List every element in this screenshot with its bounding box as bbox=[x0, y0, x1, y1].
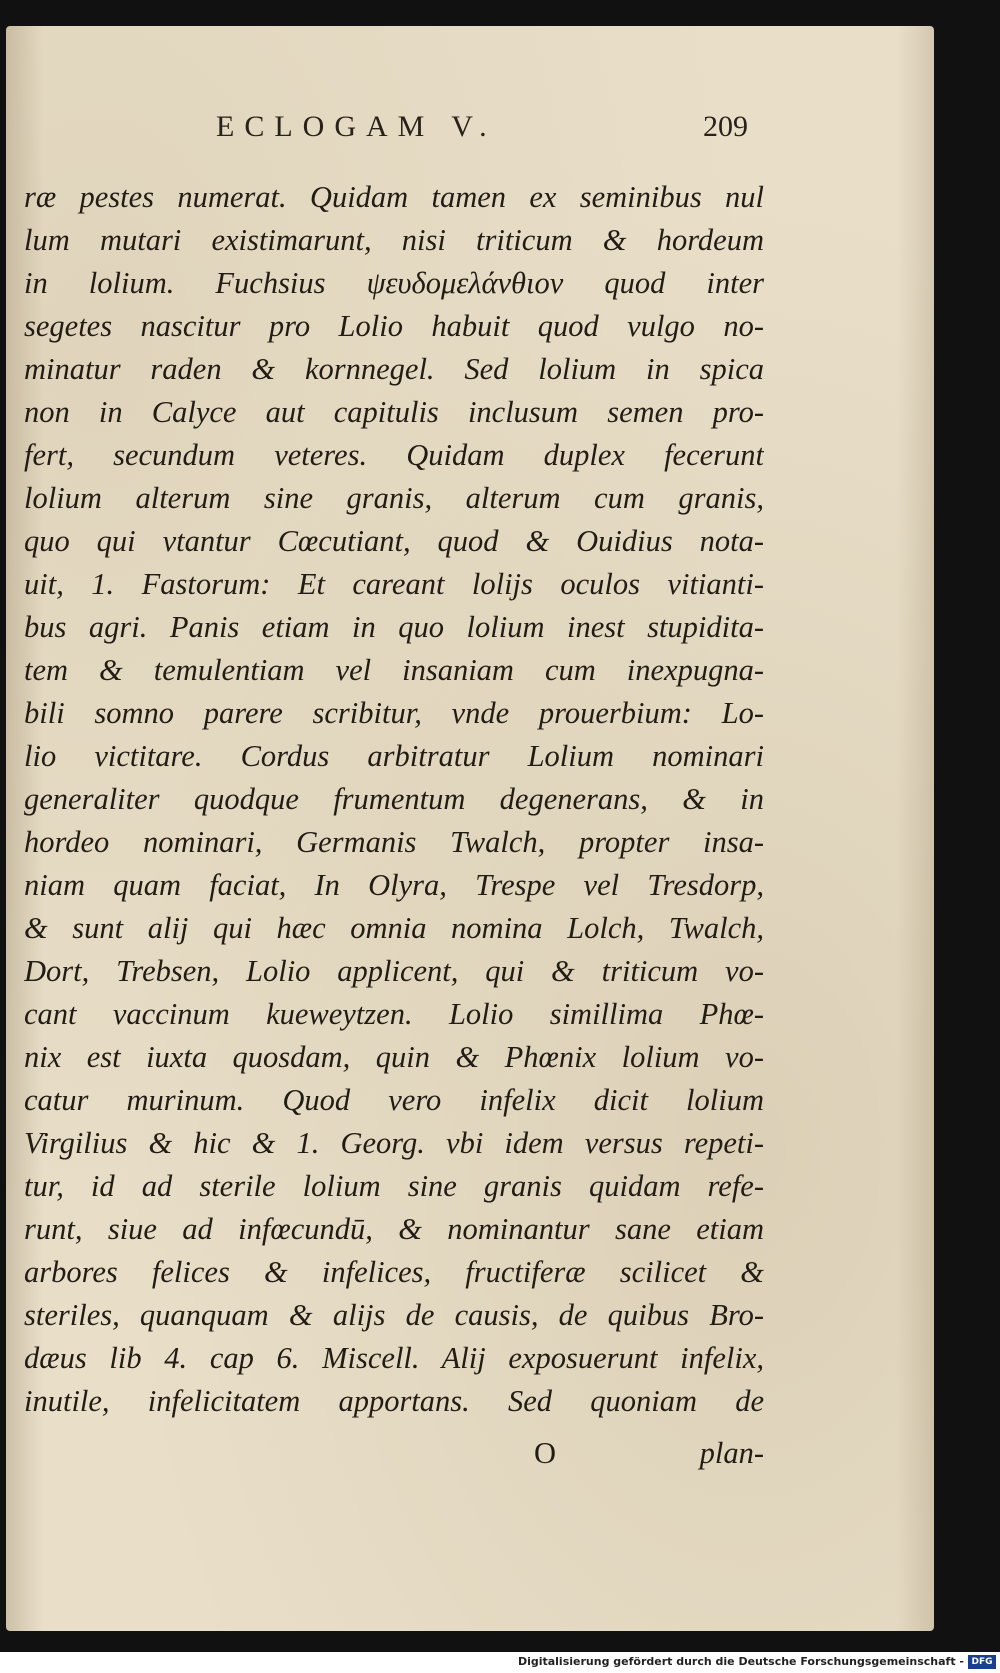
text-line: in lolium. Fuchsius ψευδομελάνθιον quod inter bbox=[24, 266, 764, 300]
text-line: lio victitare. Cordus arbitratur Lolium nominari bbox=[24, 739, 764, 773]
text-line: quo qui vtantur Cœcutiant, quod & Ouidius nota- bbox=[24, 524, 764, 558]
text-line: inutile, infelicitatem apportans. Sed quoniam de bbox=[24, 1384, 764, 1418]
text-line: ræ pestes numerat. Quidam tamen ex seminibus nul bbox=[24, 180, 764, 214]
text-line: bus agri. Panis etiam in quo lolium inest stupidita- bbox=[24, 610, 764, 644]
text-line: tem & temulentiam vel insaniam cum inexpugna- bbox=[24, 653, 764, 687]
page-header bbox=[36, 110, 748, 154]
digitization-credit: Digitalisierung gefördert durch die Deutsche Forschungsgemeinschaft - bbox=[517, 1655, 964, 1668]
text-line: runt, siue ad infœcundū, & nominantur sane etiam bbox=[24, 1212, 764, 1246]
text-line: Virgilius & hic & 1. Georg. vbi idem versus repeti- bbox=[24, 1126, 764, 1160]
text-line: steriles, quanquam & alijs de causis, de quibus Bro- bbox=[24, 1298, 764, 1332]
text-line: fert, secundum veteres. Quidam duplex fecerunt bbox=[24, 438, 764, 472]
text-line: dæus lib 4. cap 6. Miscell. Alij exposuerunt infelix, bbox=[24, 1341, 764, 1375]
text-line: Dort, Trebsen, Lolio applicent, qui & triticum vo- bbox=[24, 954, 764, 988]
dfg-logo-icon: DFG bbox=[968, 1655, 996, 1669]
body-text bbox=[24, 176, 764, 1423]
text-line: uit, 1. Fastorum: Et careant lolijs oculos vitianti- bbox=[24, 567, 764, 601]
running-head: ECLOGAM V. bbox=[216, 110, 497, 143]
book-page bbox=[6, 26, 934, 1631]
text-line: nix est iuxta quosdam, quin & Phœnix lolium vo- bbox=[24, 1040, 764, 1074]
text-line: & sunt alij qui hæc omnia nomina Lolch, Twalch, bbox=[24, 911, 764, 945]
text-line: niam quam faciat, In Olyra, Trespe vel Tresdorp, bbox=[24, 868, 764, 902]
page-number: 209 bbox=[703, 110, 748, 143]
text-line: catur murinum. Quod vero infelix dicit lolium bbox=[24, 1083, 764, 1117]
text-line: hordeo nominari, Germanis Twalch, propter insa- bbox=[24, 825, 764, 859]
text-line: bili somno parere scribitur, vnde prouerbium: Lo- bbox=[24, 696, 764, 730]
credit-bar bbox=[0, 1652, 1000, 1673]
text-line: segetes nascitur pro Lolio habuit quod vulgo no- bbox=[24, 309, 764, 343]
text-line: lum mutari existimarunt, nisi triticum & hordeum bbox=[24, 223, 764, 257]
text-line: arbores felices & infelices, fructiferæ scilicet & bbox=[24, 1255, 764, 1289]
page-footer bbox=[24, 1436, 764, 1480]
text-line: cant vaccinum kueweytzen. Lolio simillima Phœ- bbox=[24, 997, 764, 1031]
catchword: plan- bbox=[699, 1436, 764, 1470]
text-line: lolium alterum sine granis, alterum cum granis, bbox=[24, 481, 764, 515]
text-line: non in Calyce aut capitulis inclusum semen pro- bbox=[24, 395, 764, 429]
signature-mark: O bbox=[534, 1436, 557, 1470]
text-line: minatur raden & kornnegel. Sed lolium in spica bbox=[24, 352, 764, 386]
text-line: tur, id ad sterile lolium sine granis quidam refe- bbox=[24, 1169, 764, 1203]
text-line: generaliter quodque frumentum degenerans, & in bbox=[24, 782, 764, 816]
